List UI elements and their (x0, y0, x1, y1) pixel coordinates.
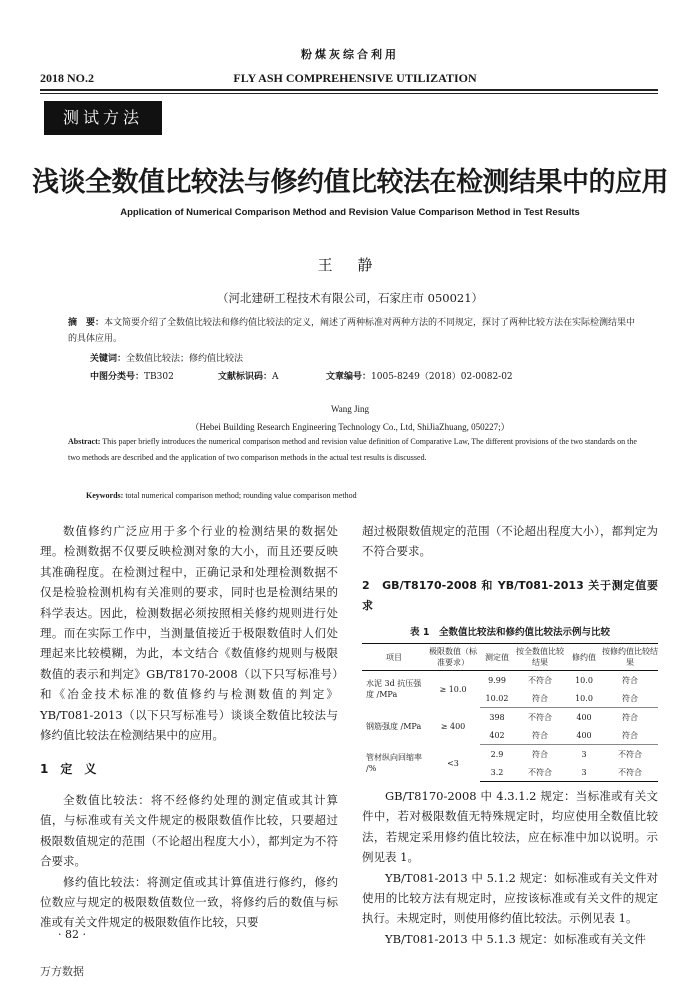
author-cn: 王 静 (317, 256, 383, 274)
gb-rule-paragraph: GB/T8170-2008 中 4.3.1.2 规定：当标准或有关文件中，若对极限数值无特殊规定时，均应使用全数值比较法，若规定采用修约值比较法，应在标准中加以说明。示例见表 1。 (362, 789, 658, 865)
cell: 符合 (602, 689, 658, 708)
keywords-cn-label: 关键词： (90, 354, 127, 364)
cell: 不符合 (514, 763, 566, 782)
row-item-cement: 水泥 3d 抗压强度 /MPa (366, 679, 422, 700)
cell: 402 (480, 726, 514, 745)
journal-title-cn: 粉煤灰综合利用 (301, 48, 399, 61)
cell: 符合 (622, 675, 638, 685)
heading-definitions: 1 定 义 (40, 762, 97, 777)
cell: 400 (576, 712, 592, 722)
cell: 符合 (532, 749, 548, 759)
yb-rule-paragraph-1: YB/T081-2013 中 5.1.2 规定：如标准或有关文件对使用的比较方法有规定时，应按该标准或有关文件的规定执行。未规定时，则使用修约值比较法。示例见表 1。 (362, 870, 658, 926)
col-measured: 测定值 (480, 644, 514, 671)
definition-full-numeric: 全数值比较法：将不经修约处理的测定值或其计算值，与标准或有关文件规定的极限数值作比较，只要超过极限数值规定的范围（不论超出程度大小），都判定为不符合要求。 (40, 792, 338, 869)
table-row (362, 671, 658, 690)
abstract-cn (68, 315, 642, 347)
journal-title-en: FLY ASH COMPREHENSIVE UTILIZATION (233, 71, 477, 85)
keywords-en (86, 491, 357, 500)
continued-paragraph: 超过极限数值规定的范围（不论超出程度大小），都判定为不符合要求。 (362, 524, 658, 559)
col-rounded-result: 按修约值比较结果 (602, 644, 658, 671)
row-limit-steel: ≥ 400 (440, 721, 466, 731)
header-rule-thin (40, 93, 658, 94)
affiliation-cn: （河北建研工程技术有限公司，石家庄市 050021） (216, 291, 484, 305)
article-no-value: 1005-8249（2018）02-0082-02 (371, 372, 513, 382)
keywords-en-text: total numerical comparison method; rounding value comparison method (123, 491, 357, 500)
cell: 符合 (514, 689, 566, 708)
doc-code-label: 文献标识码： (218, 372, 273, 382)
cell: 10.02 (480, 689, 514, 708)
cell: 不符合 (602, 763, 658, 782)
table-row (362, 708, 658, 727)
table-header-row (362, 644, 658, 671)
doc-code-value: A (272, 372, 279, 382)
affiliation-en: （Hebei Building Research Engineering Technology Co., Ltd, ShiJiaZhuang, 050227;） (190, 422, 510, 432)
cell: 10.0 (566, 689, 602, 708)
abstract-cn-label: 摘 要： (68, 318, 105, 328)
cell: 400 (566, 726, 602, 745)
article-meta (90, 369, 630, 385)
cell: 10.0 (575, 675, 593, 685)
col-item: 项目 (362, 644, 426, 671)
cell: 不符合 (528, 712, 552, 722)
cell: 不符合 (528, 675, 552, 685)
abstract-cn-text: 本文简要介绍了全数值比较法和修约值比较法的定义，阐述了两种标准对两种方法的不同规定，探讨了两种比较方法在实际检测结果中的具体应用。 (68, 318, 636, 344)
abstract-en (68, 434, 642, 466)
keywords-cn-text: 全数值比较法；修约值比较法 (126, 354, 244, 364)
article-title-cn: 浅谈全数值比较法与修约值比较法在检测结果中的应用 (32, 167, 668, 198)
classification-value: TB302 (144, 372, 174, 382)
issue-number: 2018 NO.2 (40, 71, 94, 85)
article-title-en: Application of Numerical Comparison Method and Revision Value Comparison Method in Test Results (120, 207, 580, 218)
cell: 3 (566, 763, 602, 782)
header-rule (40, 89, 658, 91)
keywords-cn (90, 351, 243, 367)
yb-rule-paragraph-2: YB/T081-2013 中 5.1.3 规定：如标准或有关文件 (385, 931, 646, 946)
page-number: · 82 · (58, 928, 86, 941)
intro-paragraph: 数值修约广泛应用于多个行业的检测结果的数据处理。检测数据不仅要反映检测对象的大小，而且还要反映其准确程度。在检测过程中，正确记录和处理检测数据不仅是检验检测机构有关准则的要求，同时也是检测结果的科学表达。因此，检测数据必须按照相关修约规则进行处理。而在实际工作中，当测量值接近于极限数值时人们处理起来比较模糊，为此，本文结合《数值修约规则与极限数值的表示和判定》GB/T8170-2008（以下只写标准号）和《冶金技术标准的数值修约与检测数值的判定》YB/T081-2013（以下只写标准号）谈谈全数值比较法与修约值比较法在检测结果中的应用。 (40, 524, 338, 743)
table-caption: 表 1 全数值比较法和修约值比较法示例与比较 (410, 626, 610, 638)
keywords-en-label: Keywords: (86, 491, 124, 500)
cell: 符合 (602, 726, 658, 745)
cell: 符合 (514, 726, 566, 745)
author-en: Wang Jing (330, 404, 370, 414)
left-column (40, 521, 338, 933)
definition-rounded: 修约值比较法：将测定值或其计算值进行修约，修约位数应与规定的极限数值数位一致，将修约后的数值与标准或有关文件规定的极限数值作比较，只要 (40, 874, 338, 930)
cell: 3.2 (480, 763, 514, 782)
cell: 不符合 (618, 749, 642, 759)
section-tag: 测试方法 (44, 101, 162, 135)
right-column (362, 521, 658, 949)
article-no-label: 文章编号： (326, 372, 372, 382)
cell: 398 (489, 712, 505, 722)
col-limit: 极限数值（标准要求） (426, 644, 480, 671)
col-full-result: 按全数值比较结果 (514, 644, 566, 671)
cell: 3 (581, 749, 587, 759)
cell: 符合 (622, 712, 638, 722)
classification-label: 中图分类号： (90, 372, 145, 382)
row-item-pipe: 管材纵向回缩率 /% (366, 753, 422, 774)
row-limit-pipe: <3 (447, 758, 459, 768)
table-row (362, 745, 658, 764)
footer-watermark: 万方数据 (40, 965, 84, 978)
row-limit-cement: ≥ 10.0 (439, 684, 467, 694)
cell: 9.99 (488, 675, 506, 685)
abstract-en-text: This paper briefly introduces the numerical comparison method and revision value definition of Comparative Law, The different provisions of the two standards on the two methods are described and the application of two comparison methods in the actual test results is discussed. (68, 437, 637, 462)
row-item-steel: 钢筋强度 /MPa (366, 721, 422, 731)
heading-standards: 2 GB/T8170-2008 和 YB/T081-2013 关于测定值要求 (362, 578, 658, 613)
cell: 2.9 (490, 749, 504, 759)
abstract-en-label: Abstract: (68, 437, 101, 446)
col-rounded: 修约值 (566, 644, 602, 671)
comparison-table (362, 643, 658, 782)
